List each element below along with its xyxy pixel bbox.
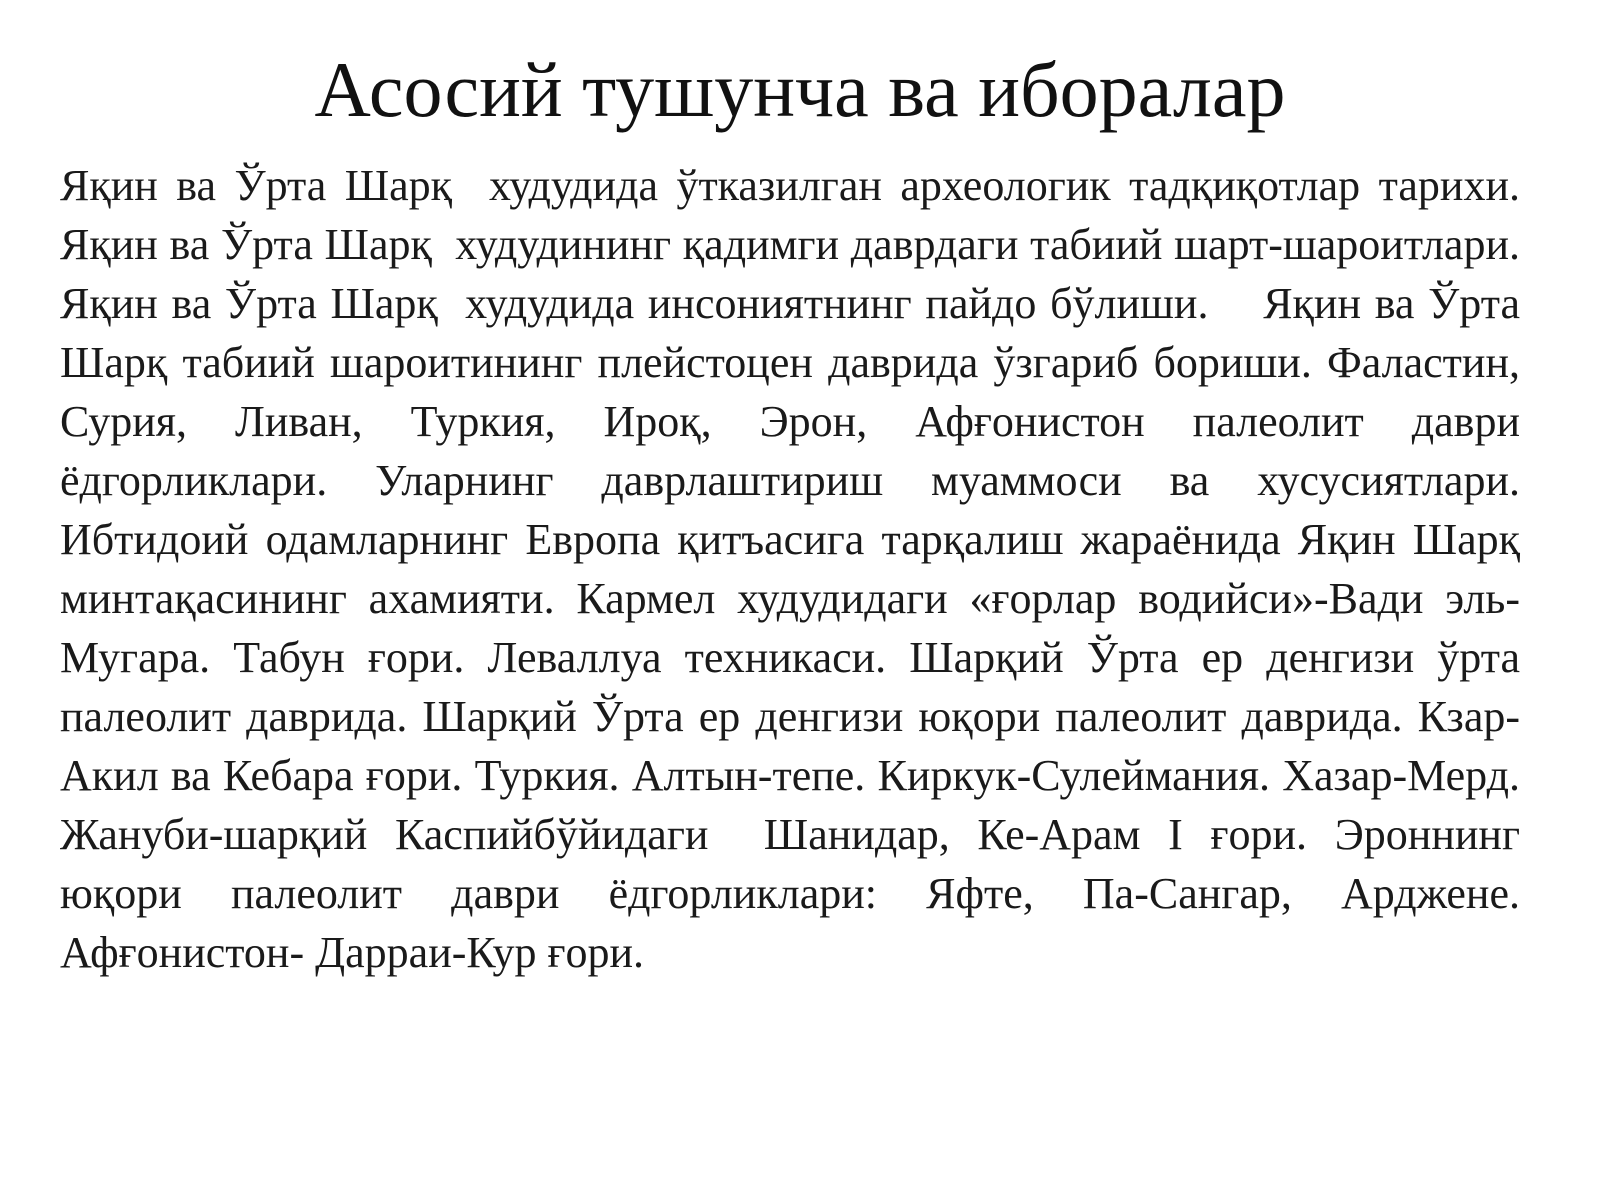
slide-title: Асосий тушунча ва иборалар bbox=[314, 46, 1286, 133]
slide-body-text: Яқин ва Ўрта Шарқ худудида ўтказилган археологик тадқиқотлар тарихи. Яқин ва Ўрта Шарқ худудининг қадимги даврдаги табиий шарт-шароитлари. Яқин ва Ўрта Шарқ худудида инсониятнинг пайдо бўлиши. Яқин ва Ўрта Шарқ табиий шароитининг плейстоцен даврида ўзгариб бориши. Фаластин, Сурия, Ливан, Туркия, Ироқ, Эрон, Афғонистон палеолит даври ёдгорликлари. Уларнинг даврлаштириш муаммоси ва хусусиятлари. Ибтидоий одамларнинг Европа қитъасига тарқалиш жараёнида Яқин Шарқ минтақасининг ахамияти. Кармел худудидаги «ғорлар водийси»-Вади эль-Мугара. Табун ғори. Леваллуа техникаси. Шарқий Ўрта ер денгизи ўрта палеолит даврида. Шарқий Ўрта ер денгизи юқори палеолит даврида. Кзар-Акил ва Кебара ғори. Туркия. Алтын-тепе. Киркук-Сулеймания. Хазар-Мерд. Жануби-шарқий Каспийбўйидаги Шанидар, Ке-Арам I ғори. Эроннинг юқори палеолит даври ёдгорликлари: Яфте, Па-Сангар, Арджене. Афғонистон- Дарраи-Кур ғори. bbox=[60, 161, 1531, 977]
